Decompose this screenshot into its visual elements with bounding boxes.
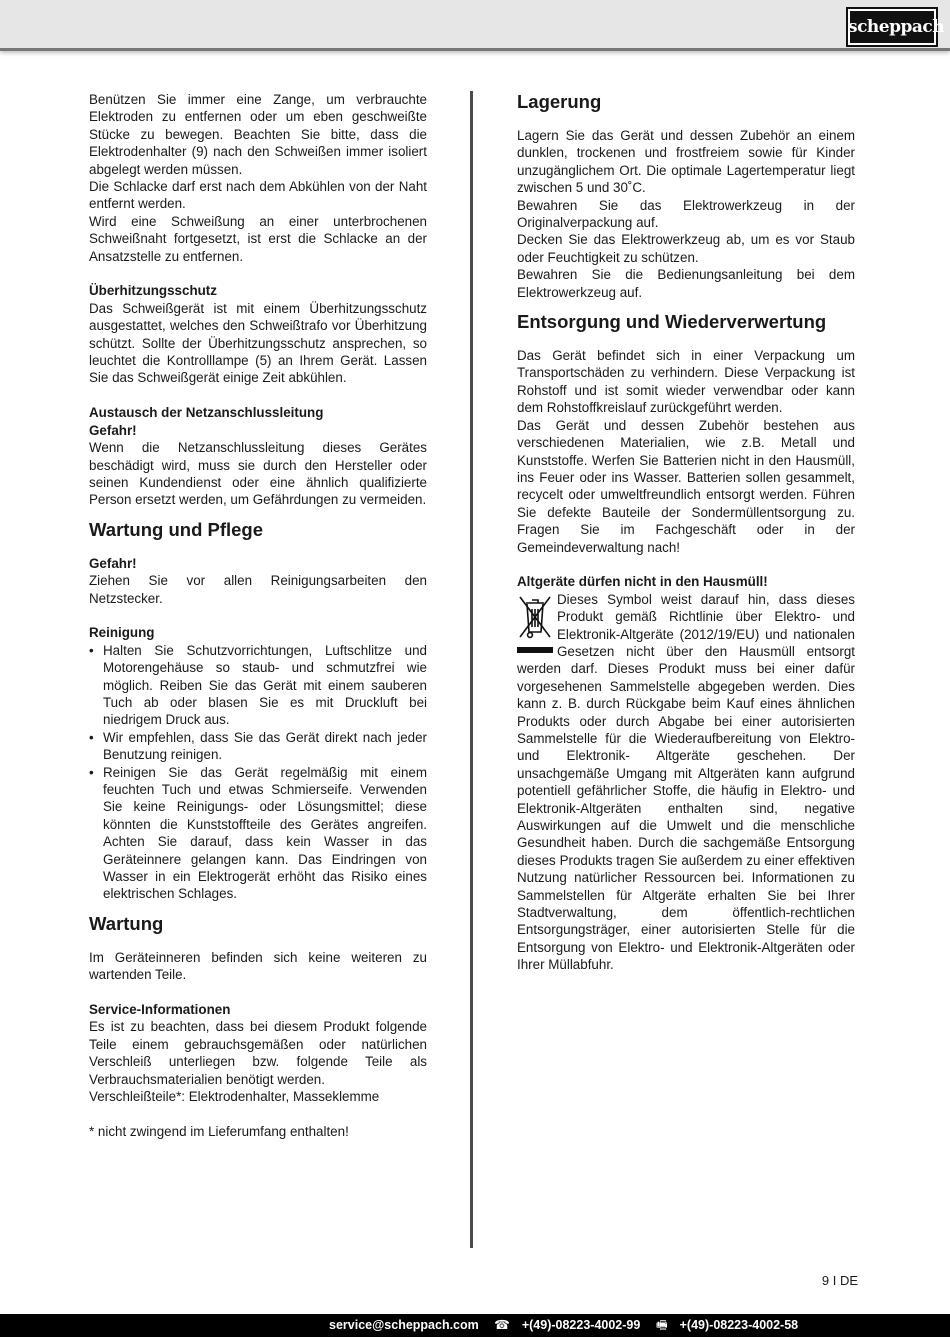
footer-bar xyxy=(0,1314,950,1337)
cable-danger: Gefahr! xyxy=(89,422,137,438)
care-text: Ziehen Sie vor allen Reinigungsarbeiten den Netzstecker. xyxy=(89,573,427,606)
care-heading: Wartung und Pflege xyxy=(89,518,264,540)
storage-paragraph: Decken Sie das Elektrowerkzeug ab, um es vor Staub oder Feuchtigkeit zu schützen. xyxy=(517,232,855,265)
phone-number[interactable]: +(49)-08223-4002-99 xyxy=(521,1318,641,1332)
cleaning-list xyxy=(89,642,427,903)
wear-parts: Verschleißteile*: Elektrodenhalter, Masseklemme xyxy=(89,1089,380,1105)
left-column xyxy=(89,91,427,1140)
fax-icon: 🖷 xyxy=(655,1318,668,1332)
column-divider xyxy=(470,91,473,1248)
maintenance-text: Im Geräteinneren befinden sich keine weiteren zu wartenden Teile. xyxy=(89,949,427,983)
scheppach-logo: scheppach xyxy=(846,7,938,47)
weee-title: Altgeräte dürfen nicht in den Hausmüll! xyxy=(517,574,768,590)
list-item: • Reinigen Sie das Gerät regelmäßig mit einem feuchten Tuch und etwas Schmierseife. Verwenden Sie keine Reinigungs- oder Lösungsmittel; diese könnten die Kunststoffteile des Gerätes angreifen. Achten Sie darauf, dass kein Wasser in das Geräteinnere gelangen kann. Das Eindringen von Wasser in ein Elektrogerät erhöht das Risiko eines elektrischen Schlages. xyxy=(89,764,427,902)
service-text: Es ist zu beachten, dass bei diesem Produkt folgende Teile einem gebrauchsgemäßen oder natürlichen Verschleiß unterliegen bzw. folgende Teile als Verbrauchsmaterialien benötigt werden. xyxy=(89,1019,427,1087)
service-email-link[interactable]: service@scheppach.com xyxy=(329,1318,479,1332)
maintenance-heading: Wartung xyxy=(89,912,164,934)
crossed-out-wheelie-bin-icon xyxy=(517,593,553,655)
footnote: * nicht zwingend im Lieferumfang enthalten! xyxy=(89,1123,349,1139)
cleaning-title: Reinigung xyxy=(89,625,155,641)
overheat-text: Das Schweißgerät ist mit einem Überhitzungsschutz ausgestattet, welches den Schweißtrafo vor Überhitzung schützt. Sollte der Überhitzungsschutz ansprechen, so leuchtet die Kontrolllampe (5) an Ihrem Gerät. Lassen Sie das Schweißgerät einige Zeit abkühlen. xyxy=(89,300,427,386)
disposal-heading: Entsorgung und Wiederverwertung xyxy=(517,311,827,333)
overheat-title: Überhitzungsschutz xyxy=(89,283,217,299)
fax-number: +(49)-08223-4002-58 xyxy=(679,1318,799,1332)
list-item: • Wir empfehlen, dass Sie das Gerät direkt nach jeder Benutzung reinigen. xyxy=(89,729,427,763)
storage-paragraph: Bewahren Sie das Elektrowerkzeug in der Originalverpackung auf. xyxy=(517,197,855,231)
cable-text: Wenn die Netzanschlussleitung dieses Gerätes beschädigt wird, muss sie durch den Hersteller oder seinen Kundendienst oder eine ähnlich qualifizierte Person ersetzt werden, um Gefährdungen zu vermeiden. xyxy=(89,440,427,508)
care-danger: Gefahr! xyxy=(89,555,137,571)
weee-block xyxy=(517,591,855,974)
storage-paragraph: Lagern Sie das Gerät und dessen Zubehör an einem dunklen, trockenen und frostfreiem sowie für Kinder unzugänglichem Ort. Die optimale Lagertemperatur liegt zwischen 5 und 30˚C. xyxy=(517,128,855,196)
header-bar xyxy=(0,0,950,48)
intro-paragraph: Benützen Sie immer eine Zange, um verbrauchte Elektroden zu entfernen oder um eben geschweißte Stücke zu bewegen. Beachten Sie bitte, dass die Elektrodenhalter (9) nach den Schweißen immer isoliert abgelegt werden müssen. xyxy=(89,92,427,177)
storage-heading: Lagerung xyxy=(517,91,602,112)
right-column xyxy=(517,91,855,974)
disposal-paragraph: Das Gerät befindet sich in einer Verpackung um Transportschäden zu verhindern. Diese Verpackung ist Rohstoff und ist somit wieder verwendbar oder kann dem Rohstoffkreislauf zurückgeführt werden. xyxy=(517,348,855,416)
intro-paragraph: Die Schlacke darf erst nach dem Abkühlen von der Naht entfernt werden. xyxy=(89,179,427,212)
phone-icon: ☎ xyxy=(494,1318,510,1332)
intro-paragraph: Wird eine Schweißung an einer unterbrochenen Schweißnaht fortgesetzt, ist erst die Schlacke an der Ansatzstelle zu entfernen. xyxy=(89,213,427,264)
disposal-paragraph: Das Gerät und dessen Zubehör bestehen aus verschiedenen Materialien, wie z.B. Metall und Kunststoffe. Werfen Sie Batterien nicht in den Hausmüll, ins Feuer oder ins Wasser. Batterien sollen gesammelt, recycelt oder umweltfreundlich entsorgt werden. Führen Sie defekte Bauteile der Sondermüllentsorgung zu. Fragen Sie im Fachgeschäft oder in der Gemeindeverwaltung nach! xyxy=(517,417,855,555)
storage-paragraph: Bewahren Sie die Bedienungsanleitung bei dem Elektrowerkzeug auf. xyxy=(517,267,855,300)
page-number: 9 I DE xyxy=(821,1273,858,1288)
cable-title: Austausch der Netzanschlussleitung xyxy=(89,405,324,421)
service-title: Service-Informationen xyxy=(89,1002,231,1018)
weee-text: Dieses Symbol weist darauf hin, dass dieses Produkt gemäß Richtlinie über Elektro- und Elektronik-Altgeräte (2012/19/EU) und nationalen Gesetzen nicht über den Hausmüll entsorgt werden darf. Dieses Produkt muss bei einer dafür vorgesehenen Sammelstelle abgegeben werden. Dies kann z. B. durch Rückgabe beim Kauf eines ähnlichen Produkts oder durch Abgabe bei einer autorisierten Sammelstelle für die Wiederaufbereitung von Elektro- und Elektronik- Altgeräte geschehen. Der unsachgemäße Umgang mit Altgeräten kann aufgrund potentiell gefährlicher Stoffe, die häufig in Elektro- und Elektronik-Altgeräten enthalten sind, negative Auswirkungen auf die Umwelt und die menschliche Gesundheit haben. Durch die sachgemäße Entsorgung dieses Produkts tragen Sie außerdem zu einer effektiven Nutzung natürlicher Ressourcen bei. Informationen zu Sammelstellen für Altgeräte erhalten Sie bei Ihrer Stadtverwaltung, dem öffentlich-rechtlichen Entsorgungsträger, einer autorisierten Stelle für die Entsorgung von Elektro- und Elektronik-Altgeräten oder Ihrer Müllabfuhr. xyxy=(517,591,855,973)
list-item: • Halten Sie Schutzvorrichtungen, Luftschlitze und Motorengehäuse so staub- und schmutzfrei wie möglich. Reiben Sie das Gerät mit einem sauberen Tuch ab oder blasen Sie es mit Druckluft bei niedrigem Druck aus. xyxy=(89,642,427,728)
